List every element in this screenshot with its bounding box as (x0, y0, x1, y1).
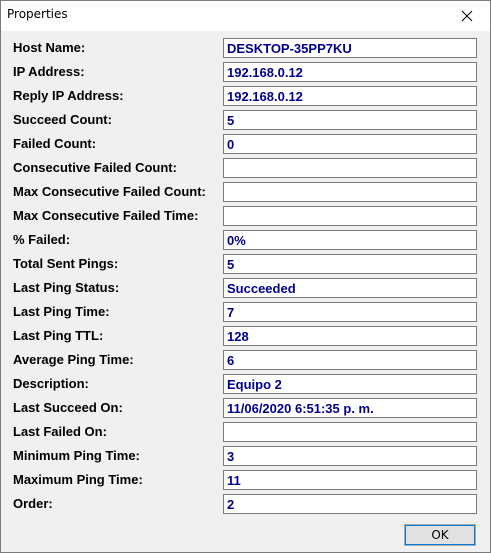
max-consecutive-failed-count-field[interactable] (223, 182, 477, 202)
row-description (1, 372, 490, 396)
dialog-content (1, 31, 490, 552)
succeed-count-field[interactable]: 5 (223, 110, 477, 130)
field-label: Average Ping Time: (13, 352, 134, 367)
row-last-ping-time (1, 300, 490, 324)
description-field[interactable]: Equipo 2 (223, 374, 477, 394)
row-order (1, 492, 490, 516)
row-minimum-ping-time (1, 444, 490, 468)
host-name-field[interactable]: DESKTOP-35PP7KU (223, 38, 477, 58)
field-label: Max Consecutive Failed Count: (13, 184, 206, 199)
row-last-failed-on (1, 420, 490, 444)
row-last-ping-ttl (1, 324, 490, 348)
last-succeed-on-field[interactable]: 11/06/2020 6:51:35 p. m. (223, 398, 477, 418)
field-label: Last Ping Status: (13, 280, 120, 295)
reply-ip-address-field[interactable]: 192.168.0.12 (223, 86, 477, 106)
row-last-ping-status (1, 276, 490, 300)
field-label: Order: (13, 496, 53, 511)
consecutive-failed-count-field[interactable] (223, 158, 477, 178)
ip-address-field[interactable]: 192.168.0.12 (223, 62, 477, 82)
field-label: Last Failed On: (13, 424, 107, 439)
field-label: Minimum Ping Time: (13, 448, 140, 463)
field-label: Max Consecutive Failed Time: (13, 208, 199, 223)
failed-count-field[interactable]: 0 (223, 134, 477, 154)
ok-button[interactable]: OK (404, 524, 476, 546)
row-succeed-count (1, 108, 490, 132)
field-label: Last Ping TTL: (13, 328, 104, 343)
maximum-ping-time-field[interactable]: 11 (223, 470, 477, 490)
row-percent-failed (1, 228, 490, 252)
field-label: IP Address: (13, 64, 85, 79)
field-label: Reply IP Address: (13, 88, 124, 103)
last-ping-time-field[interactable]: 7 (223, 302, 477, 322)
row-reply-ip-address (1, 84, 490, 108)
field-label: Last Succeed On: (13, 400, 123, 415)
field-label: Description: (13, 376, 89, 391)
row-consecutive-failed-count (1, 156, 490, 180)
row-max-consecutive-failed-time (1, 204, 490, 228)
row-max-consecutive-failed-count (1, 180, 490, 204)
percent-failed-field[interactable]: 0% (223, 230, 477, 250)
row-average-ping-time (1, 348, 490, 372)
average-ping-time-field[interactable]: 6 (223, 350, 477, 370)
title-bar[interactable] (1, 1, 490, 31)
row-last-succeed-on (1, 396, 490, 420)
close-icon (461, 10, 473, 22)
field-label: Last Ping Time: (13, 304, 110, 319)
window-title: Properties (7, 7, 68, 21)
row-ip-address (1, 60, 490, 84)
last-ping-status-field[interactable]: Succeeded (223, 278, 477, 298)
max-consecutive-failed-time-field[interactable] (223, 206, 477, 226)
field-label: Total Sent Pings: (13, 256, 119, 271)
last-ping-ttl-field[interactable]: 128 (223, 326, 477, 346)
field-label: Failed Count: (13, 136, 97, 151)
row-failed-count (1, 132, 490, 156)
order-field[interactable]: 2 (223, 494, 477, 514)
row-host-name (1, 36, 490, 60)
field-label: Succeed Count: (13, 112, 112, 127)
field-label: % Failed: (13, 232, 71, 247)
minimum-ping-time-field[interactable]: 3 (223, 446, 477, 466)
close-button[interactable] (444, 1, 490, 30)
row-total-sent-pings (1, 252, 490, 276)
field-label: Consecutive Failed Count: (13, 160, 177, 175)
total-sent-pings-field[interactable]: 5 (223, 254, 477, 274)
row-maximum-ping-time (1, 468, 490, 492)
field-label: Host Name: (13, 40, 86, 55)
last-failed-on-field[interactable] (223, 422, 477, 442)
field-label: Maximum Ping Time: (13, 472, 143, 487)
